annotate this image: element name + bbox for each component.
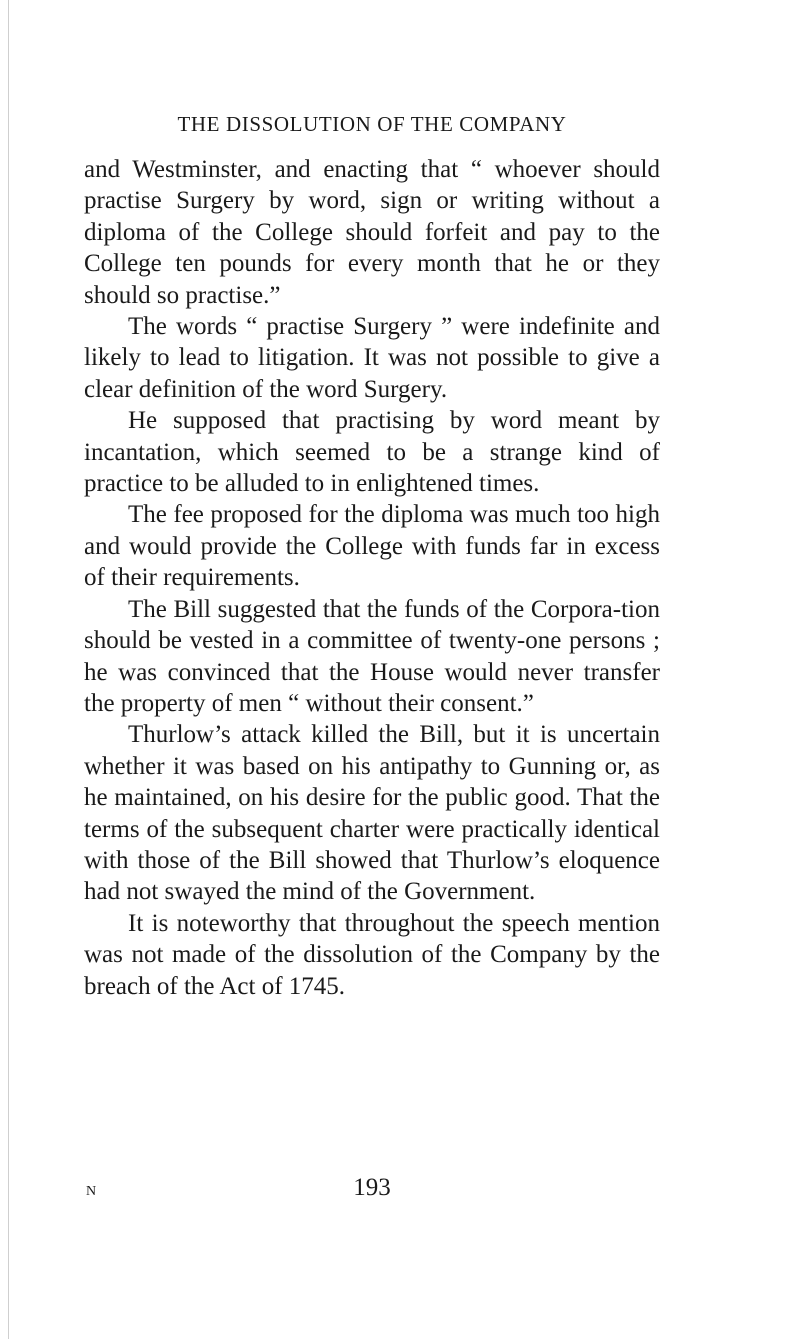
paragraph: He supposed that practising by word meant by incantation, which seemed to be a strange kind of practice to be alluded to in enlightened times. (84, 407, 660, 498)
binding-edge-line (8, 0, 9, 1339)
paragraph: Thurlow’s attack killed the Bill, but it is uncertain whether it was based on his antipathy to Gunning or, as he maintained, on his desire for the public good. That the terms of the subsequent charter were practically identical with those of the Bill showed that Thurlow’s eloquence had not swayed the mind of the Government. (84, 721, 660, 906)
paragraph: The fee proposed for the diploma was much too high and would provide the College with funds far in excess of their requirements. (84, 501, 660, 592)
paragraph: The words “ practise Surgery ” were indefinite and likely to lead to litigation. It was not possible to give a clear definition of the word Surgery. (84, 313, 660, 403)
paragraph: and Westminster, and enacting that “ whoever should practise Surgery by word, sign or writing without a diploma of the College should forfeit and pay to the College ten pounds for every month that he or they should so practise.” (84, 156, 660, 309)
paragraph: It is noteworthy that throughout the speech mention was not made of the dissolution of the Company by the breach of the Act of 1745. (84, 909, 660, 1000)
body-text (84, 154, 660, 1002)
page-number: 193 (353, 1174, 391, 1201)
paragraph: The Bill suggested that the funds of the Corpora-tion should be vested in a committee of twenty-one persons ; he was convinced that the House would never transfer the property of men “ without their consent.” (84, 595, 660, 717)
running-head: THE DISSOLUTION OF THE COMPANY (177, 112, 567, 136)
signature-mark: N (86, 1184, 97, 1199)
